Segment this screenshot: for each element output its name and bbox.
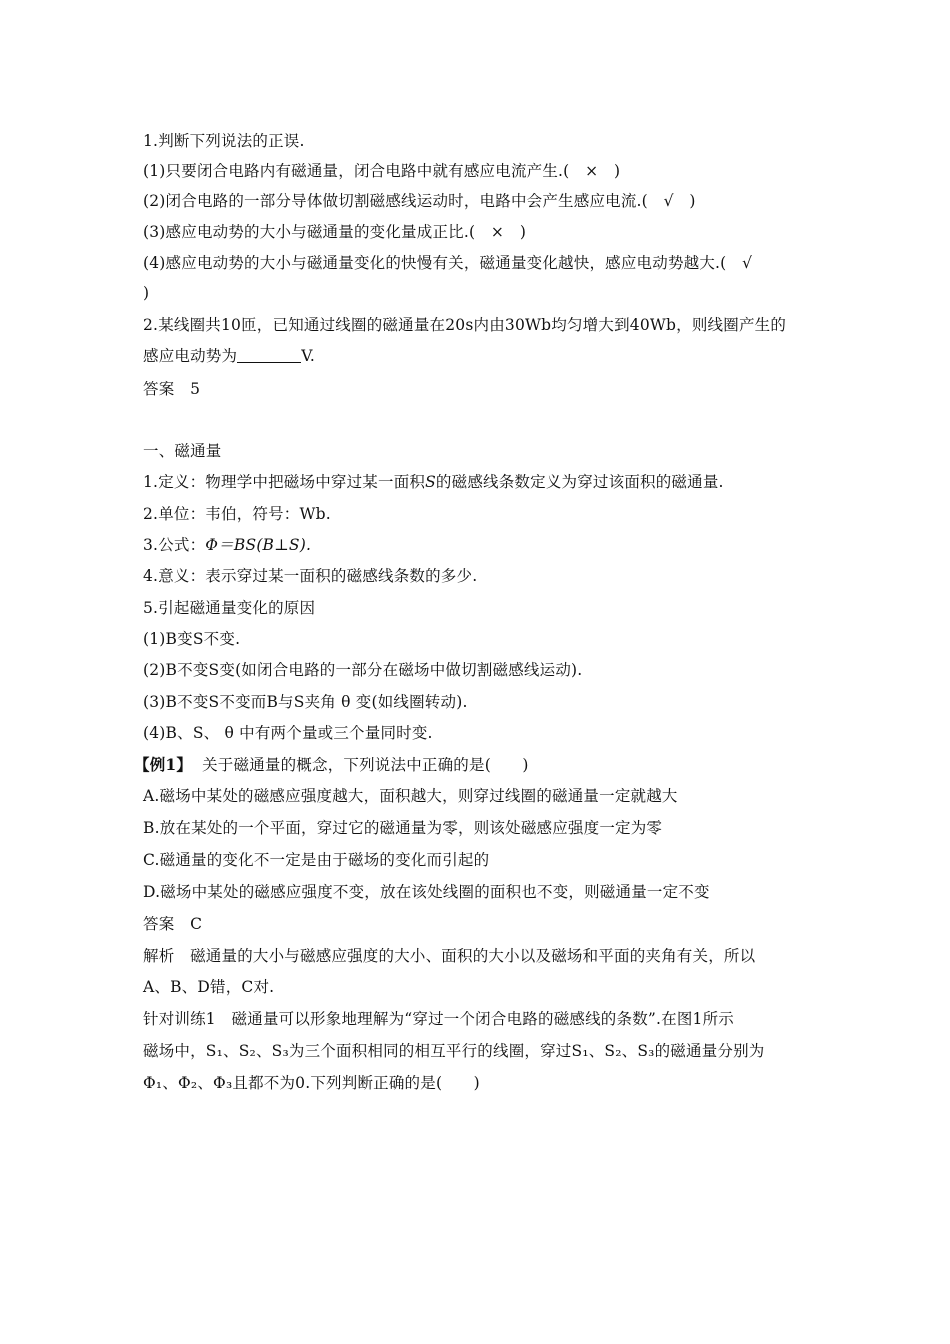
- q1-item-1: (1)只要闭合电路内有磁通量，闭合电路中就有感应电流产生.( × ): [143, 162, 621, 180]
- example-label: 【例1】: [134, 755, 193, 774]
- causes-title: 5.引起磁通量变化的原因: [143, 599, 316, 617]
- example-question: 关于磁通量的概念，下列说法中正确的是( ): [202, 756, 529, 774]
- q2-answer: 答案 5: [143, 380, 201, 398]
- analysis-line1: 解析 磁通量的大小与磁感应强度的大小、面积的大小以及磁场和平面的夹角有关，所以: [143, 947, 756, 965]
- training-line2: 磁场中，S₁、S₂、S₃为三个面积相同的相互平行的线圈，穿过S₁、S₂、S₃的磁通量分别为: [143, 1042, 765, 1060]
- training-line3: Φ₁、Φ₂、Φ₃且都不为0.下列判断正确的是( ): [143, 1074, 480, 1092]
- formula: Φ＝BS(B⊥S).: [205, 536, 312, 554]
- q1-title: 1.判断下列说法的正误.: [143, 132, 305, 150]
- example-line: [134, 755, 529, 775]
- meaning: 4.意义：表示穿过某一面积的磁感线条数的多少.: [143, 567, 478, 585]
- training-line1: 针对训练1 磁通量可以形象地理解为“穿过一个闭合电路的磁感线的条数”.在图1所示: [143, 1010, 735, 1028]
- q1-item-4-close: ): [143, 284, 150, 302]
- option-c: C.磁通量的变化不一定是由于磁场的变化而引起的: [143, 851, 490, 869]
- q1-item-3: (3)感应电动势的大小与磁通量的变化量成正比.( × ): [143, 223, 527, 241]
- option-b: B.放在某处的一个平面，穿过它的磁通量为零，则该处磁感应强度一定为零: [143, 819, 663, 837]
- unit: 2.单位：韦伯，符号：Wb.: [143, 505, 331, 523]
- answer-blank: [237, 348, 301, 363]
- q1-item-2: (2)闭合电路的一部分导体做切割磁感线运动时，电路中会产生感应电流.( √ ): [143, 192, 696, 210]
- q2-suffix: V.: [301, 347, 316, 365]
- definition: 1.定义：物理学中把磁场中穿过某一面积S的磁感线条数定义为穿过该面积的磁通量.: [143, 473, 724, 491]
- q2-line2: [143, 346, 315, 366]
- section-heading: 一、磁通量: [143, 442, 222, 460]
- cause-1: (1)B变S不变.: [143, 630, 241, 648]
- cause-4: (4)B、S、 θ 中有两个量或三个量同时变.: [143, 724, 433, 742]
- q2-prefix: 感应电动势为: [143, 347, 238, 365]
- q2-line1: 2.某线圈共10匝，已知通过线圈的磁通量在20s内由30Wb均匀增大到40Wb，则线圈产生的: [143, 316, 787, 334]
- analysis-line2: A、B、D错，C对.: [143, 978, 275, 996]
- formula-line: 3.公式：Φ＝BS(B⊥S).: [143, 536, 312, 554]
- example-answer: 答案 C: [143, 915, 203, 933]
- cause-2: (2)B不变S变(如闭合电路的一部分在磁场中做切割磁感线运动).: [143, 661, 583, 679]
- option-d: D.磁场中某处的磁感应强度不变，放在该处线圈的面积也不变，则磁通量一定不变: [143, 883, 710, 901]
- q1-item-4: (4)感应电动势的大小与磁通量变化的快慢有关，磁通量变化越快，感应电动势越大.( √: [143, 254, 753, 272]
- cause-3: (3)B不变S不变而B与S夹角 θ 变(如线圈转动).: [143, 693, 468, 711]
- option-a: A.磁场中某处的磁感应强度越大，面积越大，则穿过线圈的磁通量一定就越大: [143, 787, 678, 805]
